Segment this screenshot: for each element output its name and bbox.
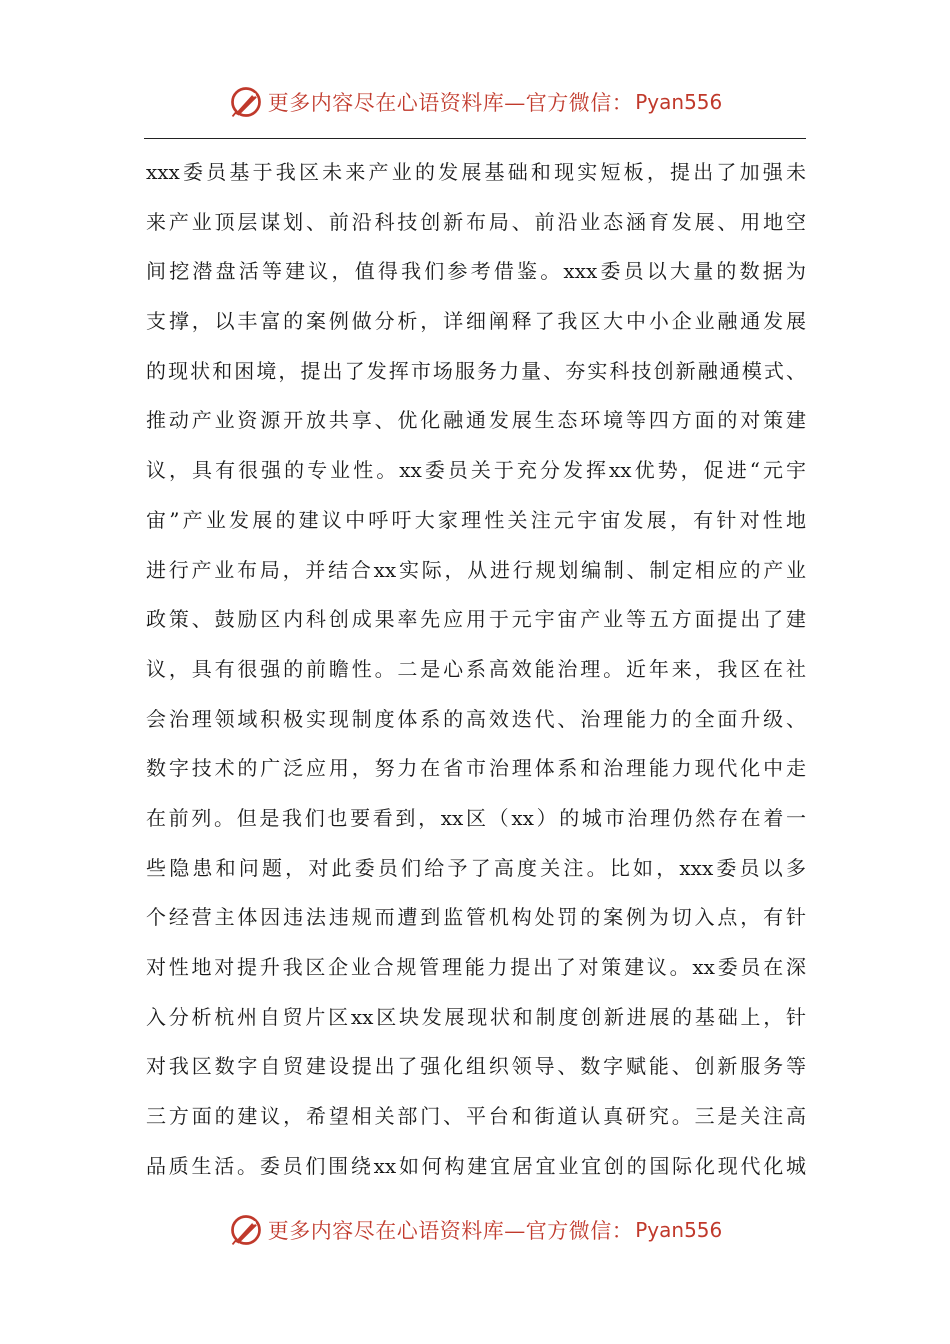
text-line: 数字技术的广泛应用，努力在省市治理体系和治理能力现代化中走 xyxy=(146,756,806,781)
text-line: 进行产业布局，并结合xx实际，从进行规划编制、制定相应的产业 xyxy=(146,557,806,582)
header-banner xyxy=(0,82,950,122)
text-line: 议，具有很强的前瞻性。二是心系高效能治理。近年来，我区在社 xyxy=(146,656,806,681)
footer-banner-text: 更多内容尽在心语资料库—官方微信： xyxy=(267,1219,634,1243)
text-line: xxx委员基于我区未来产业的发展基础和现实短板，提出了加强未 xyxy=(146,160,806,184)
text-line: 的现状和困境，提出了发挥市场服务力量、夯实科技创新融通模式、 xyxy=(146,358,806,383)
text-line: 来产业顶层谋划、前沿科技创新布局、前沿业态涵育发展、用地空 xyxy=(146,209,806,234)
text-line: 对性地对提升我区企业合规管理能力提出了对策建议。xx委员在深 xyxy=(146,955,806,979)
text-line: 对我区数字自贸建设提出了强化组织领导、数字赋能、创新服务等 xyxy=(146,1054,806,1079)
text-line: 间挖潜盘活等建议，值得我们参考借鉴。xxx委员以大量的数据为 xyxy=(146,259,806,284)
text-line: 推动产业资源开放共享、优化融通发展生态环境等四方面的对策建 xyxy=(146,408,806,433)
footer-wechat-id: Pyan556 xyxy=(635,1218,723,1242)
document-body xyxy=(146,148,806,1191)
header-divider xyxy=(144,138,806,139)
text-line: 政策、鼓励区内科创成果率先应用于元宇宙产业等五方面提出了建 xyxy=(146,607,806,632)
pen-logo-icon xyxy=(228,84,264,120)
text-line: 入分析杭州自贸片区xx区块发展现状和制度创新进展的基础上，针 xyxy=(146,1004,806,1029)
pen-logo-icon xyxy=(228,1212,264,1248)
header-wechat-id: Pyan556 xyxy=(635,90,723,114)
text-line: 些隐患和问题，对此委员们给予了高度关注。比如，xxx委员以多 xyxy=(146,855,806,880)
text-line: 议，具有很强的专业性。xx委员关于充分发挥xx优势，促进“元宇 xyxy=(146,458,806,483)
footer-banner xyxy=(0,1210,950,1250)
text-line: 品质生活。委员们围绕xx如何构建宜居宜业宜创的国际化现代化城 xyxy=(146,1153,806,1178)
text-line: 在前列。但是我们也要看到，xx区（xx）的城市治理仍然存在着一 xyxy=(146,805,806,830)
text-line: 个经营主体因违法违规而遭到监管机构处罚的案例为切入点，有针 xyxy=(146,905,806,930)
text-line: 支撑，以丰富的案例做分析，详细阐释了我区大中小企业融通发展 xyxy=(146,309,806,334)
text-line: 宙”产业发展的建议中呼吁大家理性关注元宇宙发展，有针对性地 xyxy=(146,507,806,532)
text-line: 会治理领域积极实现制度体系的高效迭代、治理能力的全面升级、 xyxy=(146,706,806,731)
header-banner-text: 更多内容尽在心语资料库—官方微信： xyxy=(267,91,634,115)
text-line: 三方面的建议，希望相关部门、平台和街道认真研究。三是关注高 xyxy=(146,1104,806,1129)
